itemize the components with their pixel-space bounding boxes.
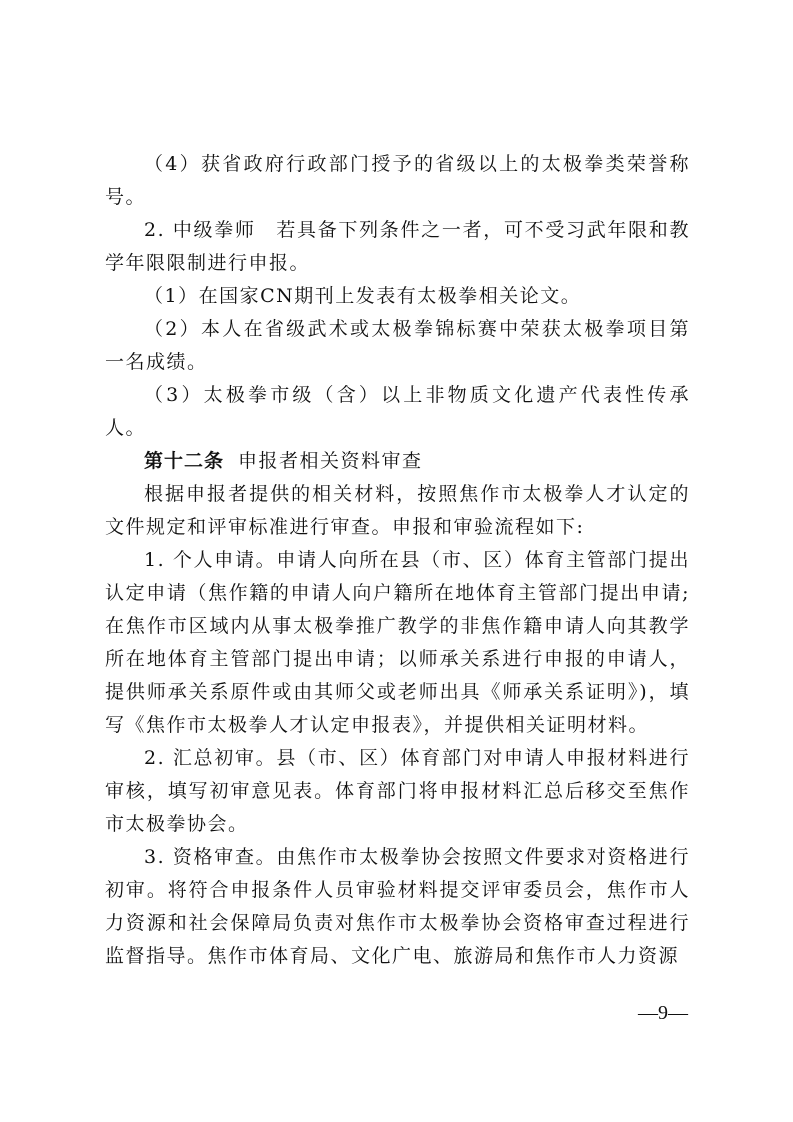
article-title: 申报者相关资料审查 xyxy=(238,450,423,472)
paragraph: （2）本人在省级武术或太极拳锦标赛中荣获太极拳项目第一名成绩。 xyxy=(105,318,690,373)
article-number: 第十二条 xyxy=(144,450,225,472)
paragraph: 根据申报者提供的相关材料，按照焦作市太极拳人才认定的文件规定和评审标准进行审查。申报和审验流程如下: xyxy=(105,483,690,538)
paragraph: 2. 中级拳师 若具备下列条件之一者，可不受习武年限和教学年限限制进行申报。 xyxy=(105,219,690,274)
paragraph: 2. 汇总初审。县（市、区）体育部门对申请人申报材料进行审核，填写初审意见表。体育部门将申报材料汇总后移交至焦作市太极拳协会。 xyxy=(105,747,690,835)
paragraph: （4）获省政府行政部门授予的省级以上的太极拳类荣誉称号。 xyxy=(105,153,690,208)
article-heading xyxy=(105,445,690,478)
page-number: —9— xyxy=(638,1002,688,1024)
paragraph: 1. 个人申请。申请人向所在县（市、区）体育主管部门提出认定申请（焦作籍的申请人向户籍所在地体育主管部门提出申请;在焦作市区域内从事太极拳推广教学的非焦作籍申请人向其教学所在地体育主管部门提出申请；以师承关系进行申报的申请人，提供师承关系原件或由其师父或老师出具《师承关系证明》)，填写《焦作市太极拳人才认定申报表》，并提供相关证明材料。 xyxy=(105,549,690,736)
body-text xyxy=(105,148,690,973)
paragraph: （1）在国家CN期刊上发表有太极拳相关论文。 xyxy=(144,285,582,307)
paragraph: 3. 资格审查。由焦作市太极拳协会按照文件要求对资格进行初审。将符合申报条件人员审验材料提交评审委员会，焦作市人力资源和社会保障局负责对焦作市太极拳协会资格审查过程进行监督指导。焦作市体育局、文化广电、旅游局和焦作市人力资源 xyxy=(105,846,690,967)
paragraph: （3）太极拳市级（含）以上非物质文化遗产代表性传承人。 xyxy=(105,384,690,439)
